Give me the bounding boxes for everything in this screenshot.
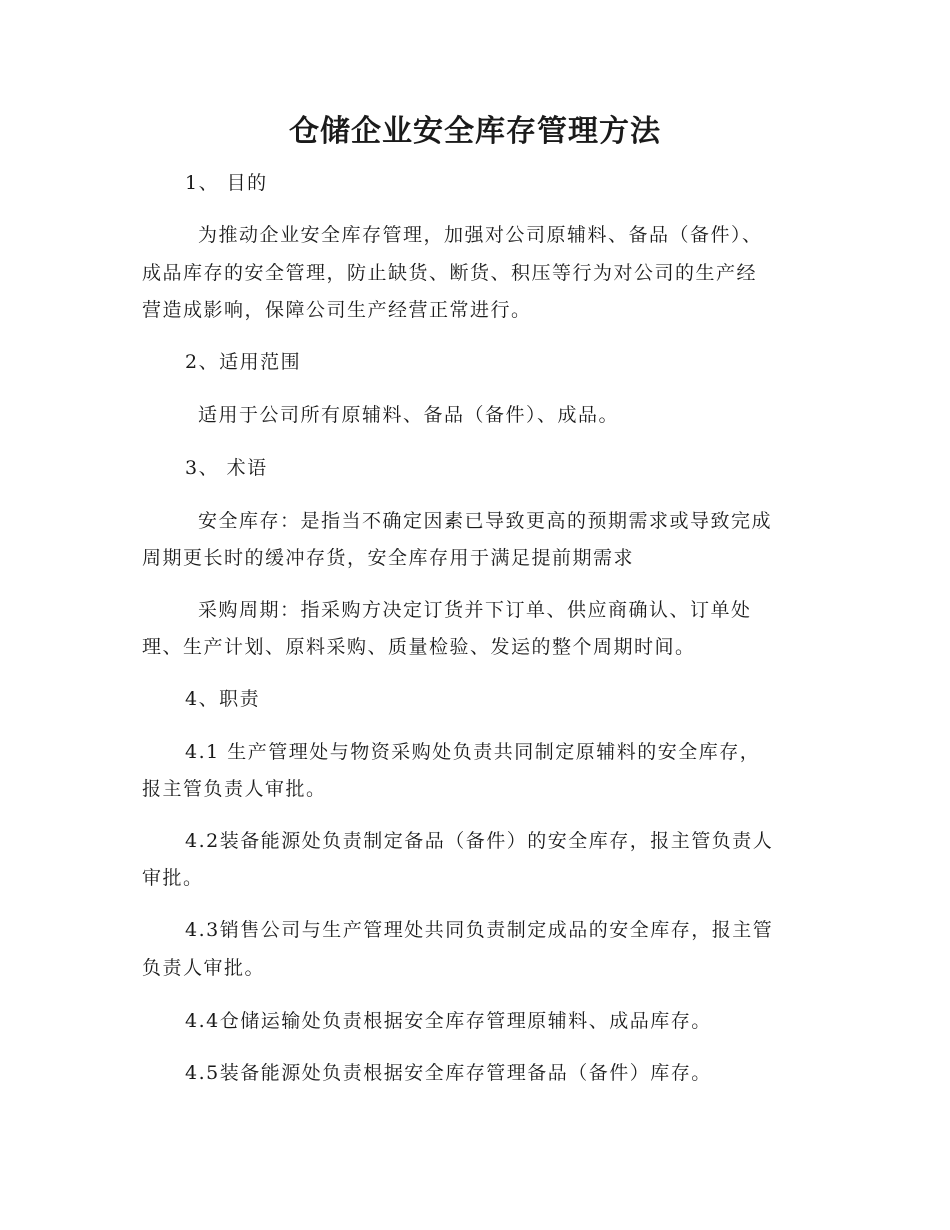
duty-item-line: 4.2装备能源处负责制定备品（备件）的安全库存，报主管负责人	[185, 830, 774, 852]
section-heading-purpose: 1、 目的	[185, 172, 268, 194]
term-definition-line: 采购周期：指采购方决定订货并下订单、供应商确认、订单处	[198, 599, 752, 621]
paragraph-line: 成品库存的安全管理，防止缺货、断货、积压等行为对公司的生产经	[142, 262, 758, 284]
section-heading-terms: 3、 术语	[185, 457, 268, 479]
duty-item-line: 4.1 生产管理处与物资采购处负责共同制定原辅料的安全库存，	[185, 741, 761, 763]
paragraph-line: 营造成影响，保障公司生产经营正常进行。	[142, 299, 532, 321]
paragraph-line: 适用于公司所有原辅料、备品（备件）、成品。	[198, 404, 620, 426]
duty-item-line: 报主管负责人审批。	[142, 778, 327, 800]
term-definition-line: 周期更长时的缓冲存货，安全库存用于满足提前期需求	[142, 547, 635, 569]
duty-item-line: 4.4仓储运输处负责根据安全库存管理原辅料、成品库存。	[185, 1010, 712, 1032]
document-title: 仓储企业安全库存管理方法	[289, 114, 661, 149]
section-heading-scope: 2、适用范围	[185, 351, 302, 373]
term-definition-line: 理、生产计划、原料采购、质量检验、发运的整个周期时间。	[142, 636, 696, 658]
duty-item-line: 4.5装备能源处负责根据安全库存管理备品（备件）库存。	[185, 1062, 712, 1084]
duty-item-line: 负责人审批。	[142, 957, 266, 979]
section-heading-duties: 4、职责	[185, 688, 261, 710]
term-definition-line: 安全库存：是指当不确定因素已导致更高的预期需求或导致完成	[198, 510, 773, 532]
paragraph-line: 为推动企业安全库存管理，加强对公司原辅料、备品（备件）、	[198, 224, 763, 246]
duty-item-line: 审批。	[142, 867, 204, 889]
duty-item-line: 4.3销售公司与生产管理处共同负责制定成品的安全库存，报主管	[185, 919, 774, 941]
